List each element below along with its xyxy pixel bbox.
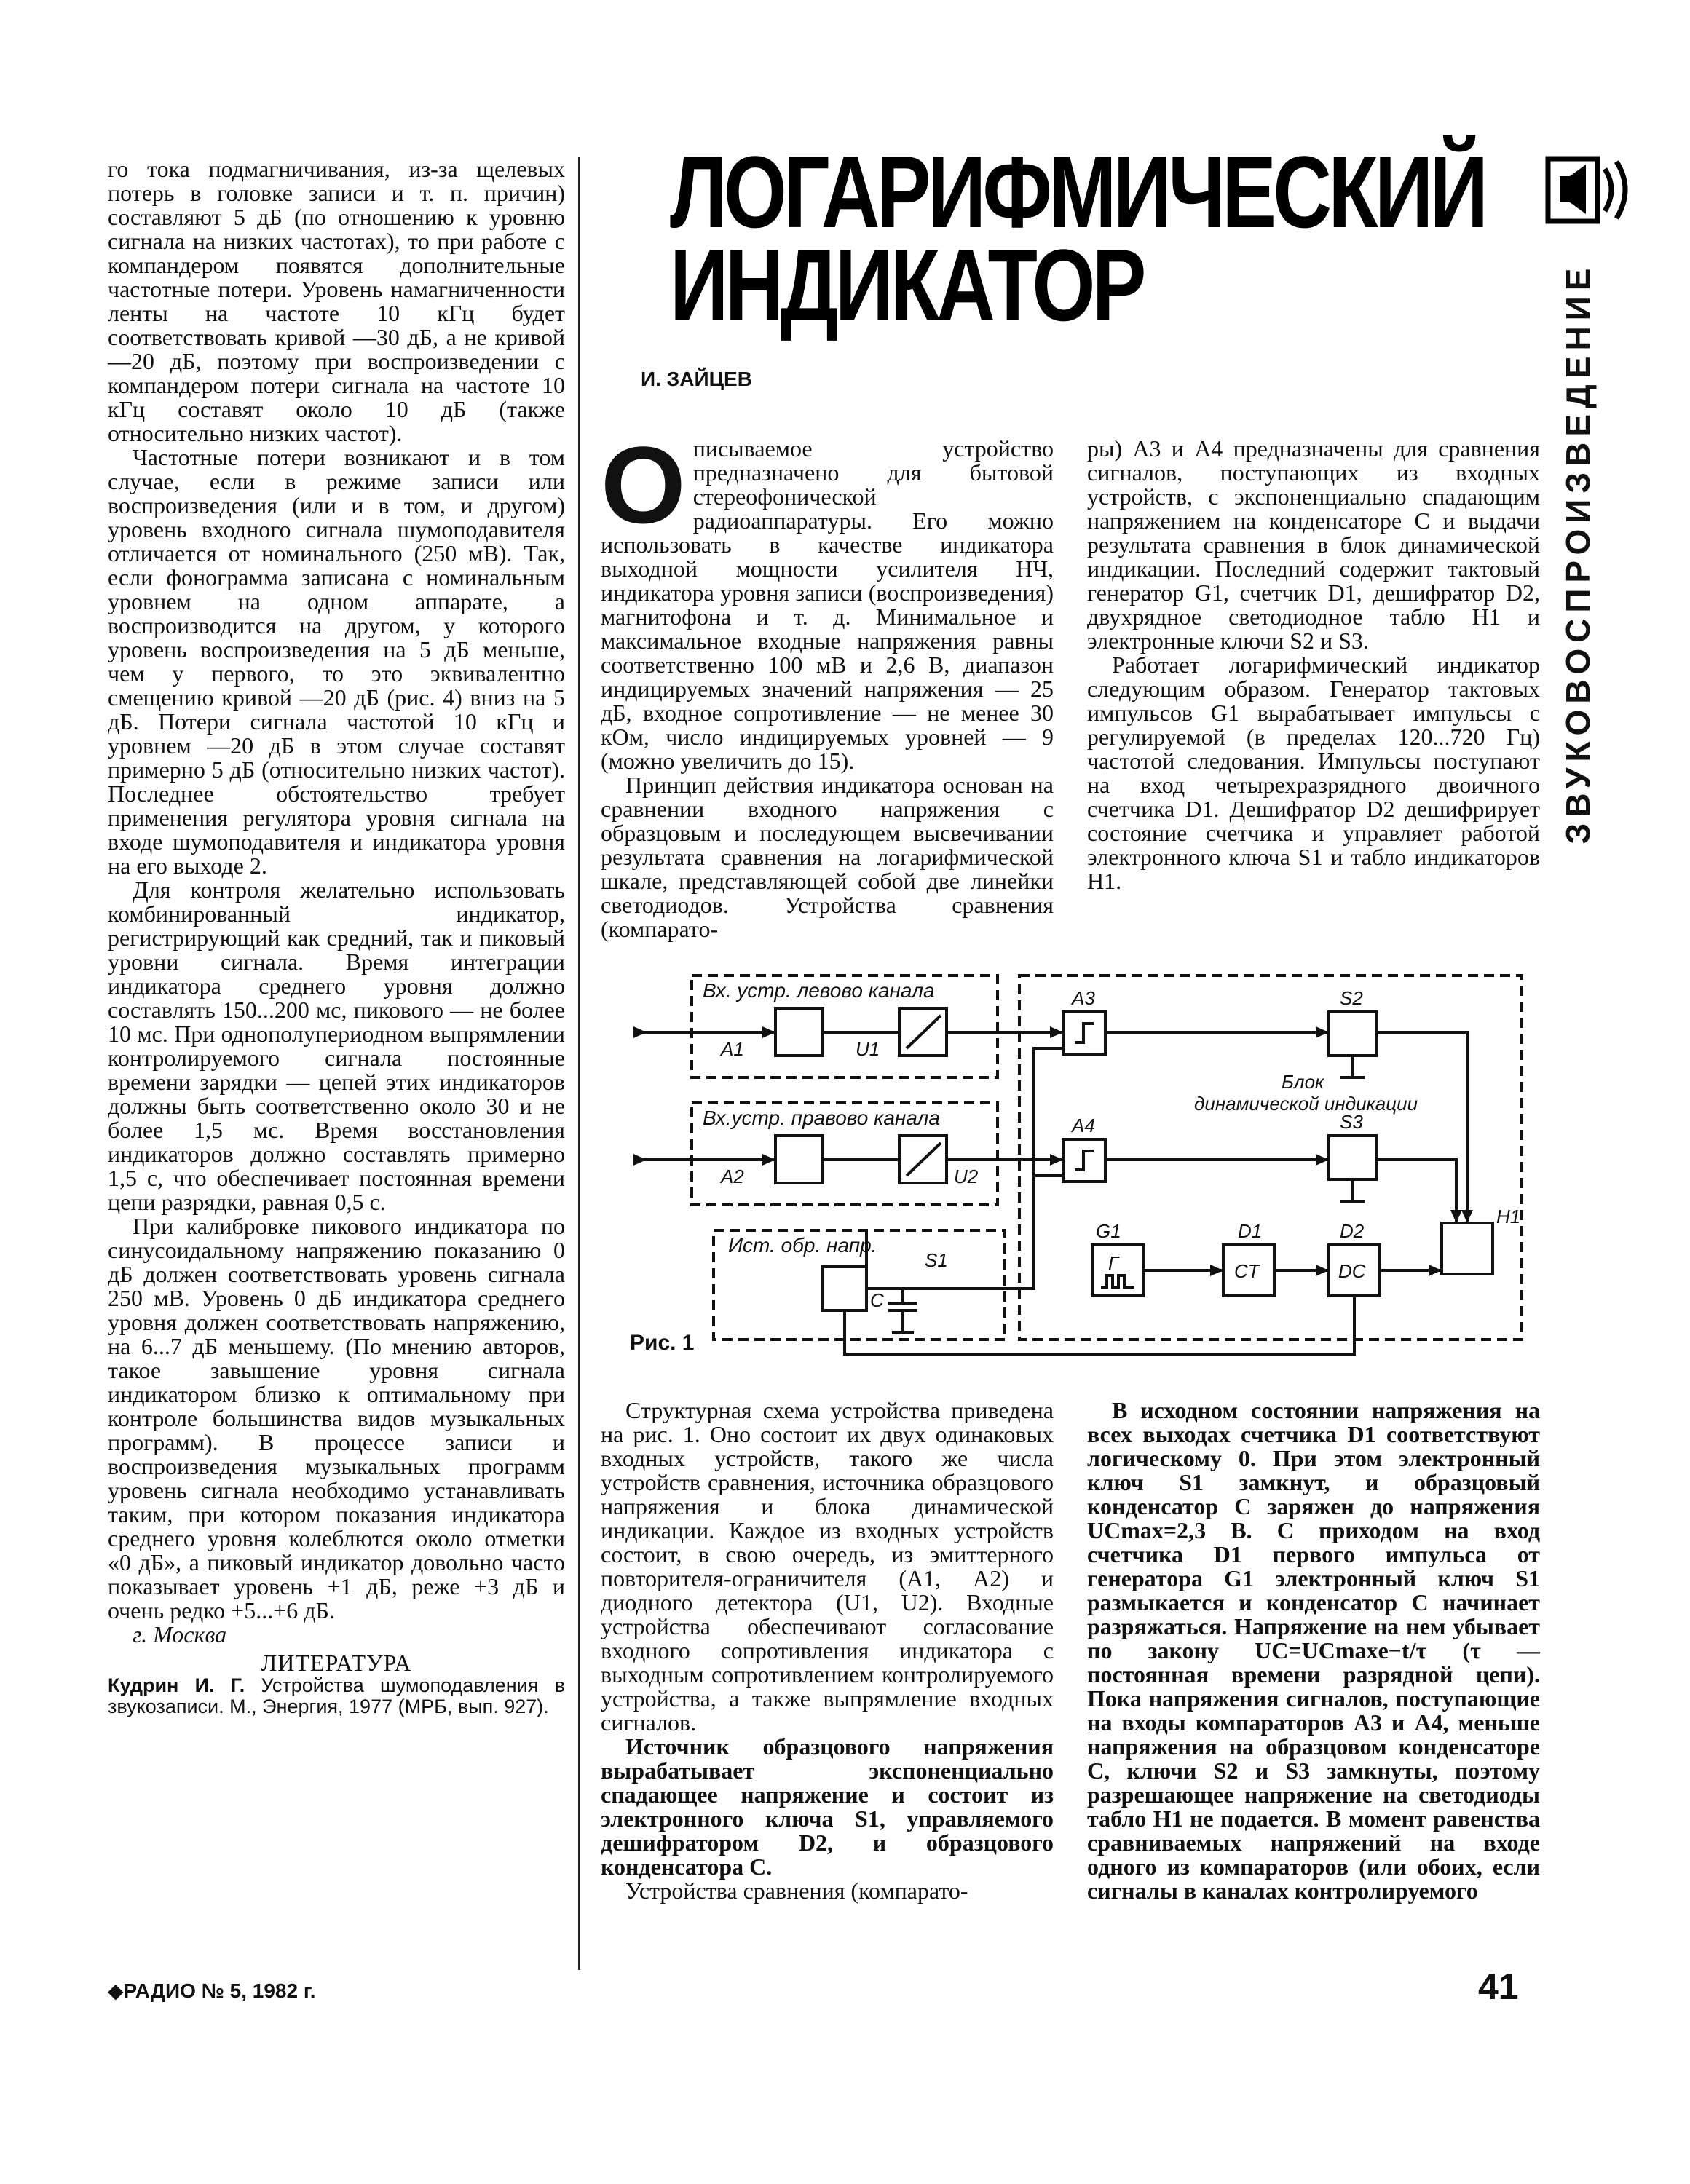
h1-block <box>1442 1223 1493 1274</box>
dynamic-indication-frame <box>1019 976 1522 1340</box>
label-u2: U2 <box>954 1166 979 1187</box>
author: И. ЗАЙЦЕВ <box>641 368 752 390</box>
label-s3: S3 <box>1340 1111 1363 1133</box>
label-generator: Г <box>1108 1252 1119 1274</box>
literature-entry <box>108 1675 565 1717</box>
label-u1: U1 <box>856 1038 880 1060</box>
s3-block <box>1329 1136 1376 1179</box>
label-a3: А3 <box>1072 987 1095 1009</box>
label-s1: S1 <box>925 1249 948 1271</box>
label-h1: H1 <box>1496 1206 1521 1227</box>
middle-column-top <box>601 424 1054 942</box>
paragraph: Для контроля желательно использовать комбинированный индикатор, регистрирующий как средний, так и пиковый уровни сигнала. Время интеграции индикатора среднего уровня должно составлять 150...200 мс, пикового — не более 10 мс. При однополупериодном выпрямлении контролируемого сигнала постоянные времени зарядки — цепей этих индикаторов должны быть соответственно около 30 и не более 1,5 мс. Время восстановления индикаторов должно составлять примерно 1,5 с, что обеспечивает постоянная времени цепи разрядки, равная 0,5 с. <box>108 877 565 1215</box>
figure-caption: Рис. 1 <box>630 1331 695 1355</box>
label-a1: А1 <box>721 1038 744 1060</box>
label-block: Блок <box>1282 1071 1324 1093</box>
column-divider <box>578 157 580 1970</box>
literature-text: Устройства шумоподавления в звукозаписи. М., Энергия, 1977 (МРБ, вып. 927). <box>108 1674 565 1717</box>
place-line: г. Москва <box>133 1621 227 1647</box>
paragraph: При калибровке пикового индикатора по синусоидальному напряжению показанию 0 дБ должен соответствовать уровень сигнала 250 мВ. Уровень 0 дБ индикатора среднего уровня должен соответствовать напряжению, на 6...7 дБ меньшему. (По мнению авторов, такое завышение уровня сигнала индикатором близко к оптимальному при контроле большинства видов музыкальных программ). В процессе записи и воспроизведения музыкальных программ уровень сигнала необходимо устанавливать таким, при котором показания индикатора среднего уровня колеблются около отметки «0 дБ», а пиковый индикатор довольно часто показывает уровень +1 дБ, реже +3 дБ и очень редко +5...+6 дБ. <box>108 1213 565 1623</box>
drop-cap: О <box>601 424 686 546</box>
right-input-title: Вх.устр. правово канала <box>703 1107 940 1129</box>
label-d1: D1 <box>1238 1220 1263 1242</box>
paragraph: Устройства сравнения (компарато- <box>625 1878 968 1904</box>
s2-block <box>1329 1012 1376 1056</box>
a2-block <box>775 1136 823 1183</box>
label-g1: G1 <box>1096 1220 1121 1242</box>
literature-heading: ЛИТЕРАТУРА <box>261 1650 412 1676</box>
paragraph: ры) А3 и А4 предназначены для сравнения сигналов, поступающих из входных устройств, с экспоненциально спадающим напряжением на конденсаторе С и выдачи результата сравнения в блок динамической индикации. Последний содержит тактовый генератор G1, счетчик D1, дешифратор D2, двухрядное светодиодное табло H1 и электронные ключи S2 и S3. <box>1087 435 1540 654</box>
middle-column-bottom <box>601 1398 1054 1903</box>
intro-paragraph <box>601 424 1054 774</box>
paragraph: го тока подмагничивания, из-за щелевых потерь в головке записи и т. п. причин) составляют 5 дБ (по отношению к уровню сигнала на низких частотах), то при работе с компандером появятся дополнительные частотные потери. Уровень намагниченности ленты на частоте 10 кГц будет соответствовать кривой —30 дБ, а не кривой —20 дБ, поэтому при воспроизведении с компандером потери сигнала на частоте 10 кГц составят около 10 дБ (также относительно низких частот). <box>108 156 565 446</box>
label-dc: DC <box>1338 1260 1366 1282</box>
s1-block <box>823 1267 866 1310</box>
left-input-title: Вх. устр. левово канала <box>703 979 935 1002</box>
paragraph: Источник образцового напряжения вырабатывает экспоненциально спадающее напряжение и состоит из электронного ключа S1, управляемого дешифратором D2, и образцового конденсатора С. <box>601 1733 1054 1880</box>
paragraph: В исходном состоянии напряжения на всех выходах счетчика D1 соответствуют логическому 0. При этом электронный ключ S1 замкнут, и образцовый конденсатор С заряжен до напряжения UCmax=2,3 В. С приходом на вход счетчика D1 первого импульса от генератора G1 электронный ключ S1 размыкается и конденсатор С начинает разряжаться. Напряжение на нем убывает по закону UC=UCmaxe−t/τ (τ — постоянная времени разрядной цепи). Пока напряжения сигналов, поступающие на входы компараторов А3 и А4, меньше напряжения на образцовом конденсаторе С, ключи S2 и S3 замкнуты, поэтому разрешающее напряжение на светодиоды табло H1 не подается. В момент равенства сравниваемых напряжений на входе одного из компараторов (или обоих, если сигналы в каналах контролируемого <box>1087 1397 1540 1904</box>
label-c: C <box>870 1289 884 1311</box>
label-ct: CT <box>1234 1260 1260 1282</box>
a1-block <box>775 1008 823 1056</box>
paragraph: Структурная схема устройства приведена на рис. 1. Оно состоит их двух одинаковых входных устройств, такого же числа устройств сравнения, источника образцового напряжения и блока динамической индикации. Каждое из входных устройств состоит, в свою очередь, из эмиттерного повторителя-ограничителя (А1, А2) и диодного детектора (U1, U2). Входные устройства обеспечивают согласование входного сопротивления индикатора с выходным сопротивлением контролируемого устройства, а также выпрямление входных сигналов. <box>601 1397 1054 1736</box>
label-a2: А2 <box>721 1166 744 1187</box>
article-title <box>670 135 1485 342</box>
label-a4: А4 <box>1072 1115 1095 1136</box>
paragraph: Работает логарифмический индикатор следующим образом. Генератор тактовых импульсов G1 вырабатывает импульсы с регулируемой (в пределах 120...720 Гц) частотой следования. Импульсы поступают на вход четырехразрядного двоичного счетчика D1. Дешифратор D2 дешифрирует состояние счетчика и управляет работой электронного ключа S1 и табло индикаторов H1. <box>1087 652 1540 894</box>
left-column <box>108 157 565 1717</box>
section-label: ЗВУКОВОСПРОИЗВЕДЕНИЕ <box>1559 262 1597 844</box>
block-diagram <box>612 946 1536 1369</box>
right-column-bottom <box>1087 1398 1540 1903</box>
literature-author: Кудрин И. Г. <box>108 1674 245 1696</box>
paragraph: Частотные потери возникают и в том случае, если в режиме записи или воспроизведения (или и в том, и другом) уровень входного сигнала шумоподавителя отличается от номинального (250 мВ). Так, если фонограмма записана с номинальным уровнем на одном аппарате, а воспроизводится на другом, у которого уровень воспроизведения на 5 дБ меньше, чем у первого, то это эквивалентно смещению кривой —20 дБ (рис. 4) вниз на 5 дБ. Потери сигнала частотой 10 кГц и уровнем —20 дБ в этом случае составят примерно 5 дБ (относительно низких частот). Последнее обстоятельство требует применения регулятора уровня сигнала на входе шумоподавителя и индикатора уровня на его выходе 2. <box>108 444 565 879</box>
title-line-2: ИНДИКАТОР <box>670 228 1143 342</box>
title-line-1: ЛОГАРИФМИЧЕСКИЙ <box>670 135 1485 249</box>
right-column-top <box>1087 437 1540 893</box>
block-diagram-svg <box>612 946 1536 1369</box>
label-s2: S2 <box>1340 987 1363 1009</box>
reference-source-title: Ист. обр. напр. <box>728 1234 877 1257</box>
paragraph: Принцип действия индикатора основан на сравнении входного напряжения с образцовым и последующем высвечивании результата сравнения на логарифмической шкале, представляющей собой две линейки светодиодов. Устройства сравнения (компарато- <box>601 772 1054 942</box>
footer-issue: ◆РАДИО № 5, 1982 г. <box>108 1979 316 2002</box>
label-block-2: динамической индикации <box>1194 1093 1418 1115</box>
intro-text: писываемое устройство предназначено для бытовой стереофонической радиоаппаратуры. Его можно использовать в качестве индикатора выходной мощности усилителя НЧ, индикатора уровня записи (воспроизведения) магнитофона и т. д. Минимальное и максимальное входные напряжения равны соответственно 100 мВ и 2,6 В, диапазон индицируемых значений напряжения — 25 дБ, входное сопротивление — не менее 30 кОм, число индицируемых уровней — 9 (можно увеличить до 15). <box>601 435 1054 774</box>
label-d2: D2 <box>1340 1220 1365 1242</box>
page-number: 41 <box>1478 1966 1519 2007</box>
